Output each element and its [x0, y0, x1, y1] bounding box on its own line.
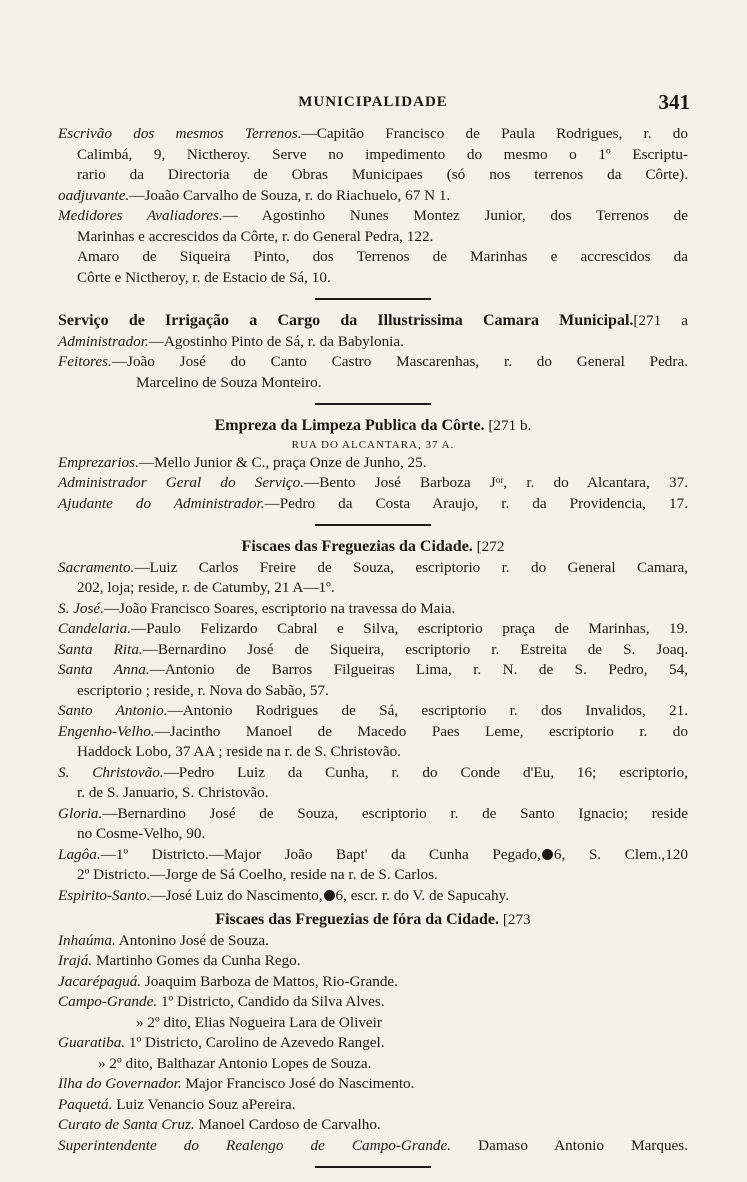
page-header — [58, 90, 690, 124]
entry-line: Espirito-Santo.—José Luiz do Nascimento, 6, escr. r. do V. de Sapucahy. — [58, 886, 510, 904]
entry-line: Curato de Santa Cruz. Manoel Cardoso de Carvalho. — [58, 1116, 381, 1133]
section-fiscaes-cidade — [58, 537, 688, 906]
section-address: RUA DO ALCANTARA, 37 A. — [291, 438, 455, 451]
coat-of-arms-icon — [542, 849, 553, 860]
entry-line: rario da Directoria de Obras Municipaes (só nos terrenos da Côrte). — [77, 166, 688, 183]
entry-line: Medidores Avaliadores.— Agostinho Nunes Montez Junior, dos Terrenos de — [58, 207, 689, 224]
entry-line: Emprezarios.—Mello Junior & C., praça Onze de Junho, 25. — [58, 453, 427, 471]
section-terrenos — [58, 124, 688, 288]
entry-line: Ajudante do Administrador.—Pedro da Costa Araujo, r. da Providencia, 17. — [58, 494, 688, 512]
entry-line: » 2º dito, Elias Nogueira Lara de Oliveir — [136, 1013, 382, 1031]
entry-line: Santo Antonio.—Antonio Rodrigues de Sá, escriptorio r. dos Invalidos, 21. — [58, 702, 688, 719]
entry-line: Administrador Geral do Serviço.—Bento José Barboza Jᵒʳ, r. do Alcantara, 37. — [58, 474, 688, 491]
entry-line: Gloria.—Bernardino José de Souza, escriptorio r. de Santo Ignacio; reside — [58, 804, 688, 822]
entry-line: S. José.—João Francisco Soares, escriptorio na travessa do Maia. — [58, 599, 456, 617]
entry-line: Amaro de Siqueira Pinto, dos Terrenos de Marinhas e accrescidos da — [77, 248, 688, 265]
entry-line: oadjuvante.—Joaão Carvalho de Souza, r. do Riachuelo, 67 N 1. — [58, 186, 451, 204]
entry-line: Feitores.—João José do Canto Castro Mascarenhas, r. do General Pedra. — [58, 353, 688, 370]
entry-line: S. Christovão.—Pedro Luiz da Cunha, r. do Conde d'Eu, 16; escriptorio, — [58, 763, 688, 781]
entry-line: Ilha do Governador. Major Francisco José do Nascimento. — [58, 1075, 415, 1092]
entry-line: Lagôa.—1º Districto.—Major João Bapt' da Cunha Pegado, 6, S. Clem.,120 — [58, 845, 688, 863]
entry-line: Superintendente do Realengo de Campo-Grande. Damaso Antonio Marques. — [58, 1136, 689, 1154]
entry-line: Engenho-Velho.—Jacintho Manoel de Macedo Paes Leme, escriptorio r. do — [58, 722, 688, 740]
entry-line: Inhaúma. Antonino José de Souza. — [58, 931, 269, 949]
entry-line: Sacramento.—Luiz Carlos Freire de Souza, escriptorio r. do General Camara, — [58, 558, 688, 576]
section-divider — [315, 1166, 431, 1168]
section-divider — [315, 298, 431, 300]
section-divider — [315, 403, 431, 405]
section-heading: Fiscaes das Freguezias de fóra da Cidade. [273 — [215, 911, 531, 928]
entry-line: Calimbá, 9, Nictheroy. Serve no impedimento do mesmo o 1º Escriptu- — [77, 145, 688, 163]
section-divider — [315, 524, 431, 526]
entry-line: » 2º dito, Balthazar Antonio Lopes de Souza. — [98, 1054, 372, 1072]
entry-line: Administrador.—Agostinho Pinto de Sá, r. da Babylonia. — [58, 332, 404, 350]
section-limpeza — [58, 416, 688, 514]
entry-line: Marcelino de Souza Monteiro. — [136, 373, 322, 391]
page-content — [58, 90, 690, 1179]
section-fiscaes-fora — [58, 910, 688, 1156]
entry-line: Irajá. Martinho Gomes da Cunha Rego. — [58, 952, 301, 969]
entry-line: Candelaria.—Paulo Felizardo Cabral e Silva, escriptorio praça de Marinhas, 19. — [58, 620, 688, 637]
entry-line: Paquetá. Luiz Venancio Souz aPereira. — [58, 1095, 296, 1113]
coat-of-arms-icon — [324, 890, 335, 901]
entry-line: escriptorio ; reside, r. Nova do Sabão, 57. — [77, 681, 329, 699]
entry-line: Marinhas e accrescidos da Côrte, r. do General Pedra, 122. — [77, 227, 434, 245]
entry-line: no Cosme-Velho, 90. — [77, 825, 206, 842]
entry-line: 202, loja; reside, r. de Catumby, 21 A—1º. — [77, 579, 335, 596]
section-heading: Empreza da Limpeza Publica da Côrte. [271 b. — [214, 417, 532, 434]
entry-line: Santa Rita.—Bernardino José de Siqueira, escriptorio r. Estreita de S. Joaq. — [58, 640, 688, 658]
entry-line: Santa Anna.—Antonio de Barros Filgueiras Lima, r. N. de S. Pedro, 54, — [58, 661, 688, 678]
entry-line: Haddock Lobo, 37 AA ; reside na r. de S. Christovão. — [77, 743, 401, 760]
section-heading: Serviço de Irrigação a Cargo da Illustrissima Camara Municipal.[271 a — [58, 312, 688, 329]
section-heading: Fiscaes das Freguezias da Cidade. [272 — [241, 538, 505, 555]
entry-line: Jacarépaguá. Joaquim Barboza de Mattos, Rio-Grande. — [58, 972, 398, 990]
page-number: 341 — [658, 90, 690, 114]
entry-line: Côrte e Nictheroy, r. de Estacio de Sá, 10. — [77, 268, 331, 286]
entry-line: Campo-Grande. 1º Districto, Candido da Silva Alves. — [58, 993, 385, 1010]
running-head: MUNICIPALIDADE — [298, 94, 448, 110]
entry-line: Escrivão dos mesmos Terrenos.—Capitão Francisco de Paula Rodrigues, r. do — [58, 125, 688, 142]
entry-line: Guaratiba. 1º Districto, Carolino de Azevedo Rangel. — [58, 1034, 385, 1051]
entry-line: r. de S. Januario, S. Christovão. — [77, 784, 269, 801]
section-irrigacao — [58, 311, 688, 393]
entry-line: 2º Districto.—Jorge de Sá Coelho, reside na r. de S. Carlos. — [77, 866, 438, 883]
